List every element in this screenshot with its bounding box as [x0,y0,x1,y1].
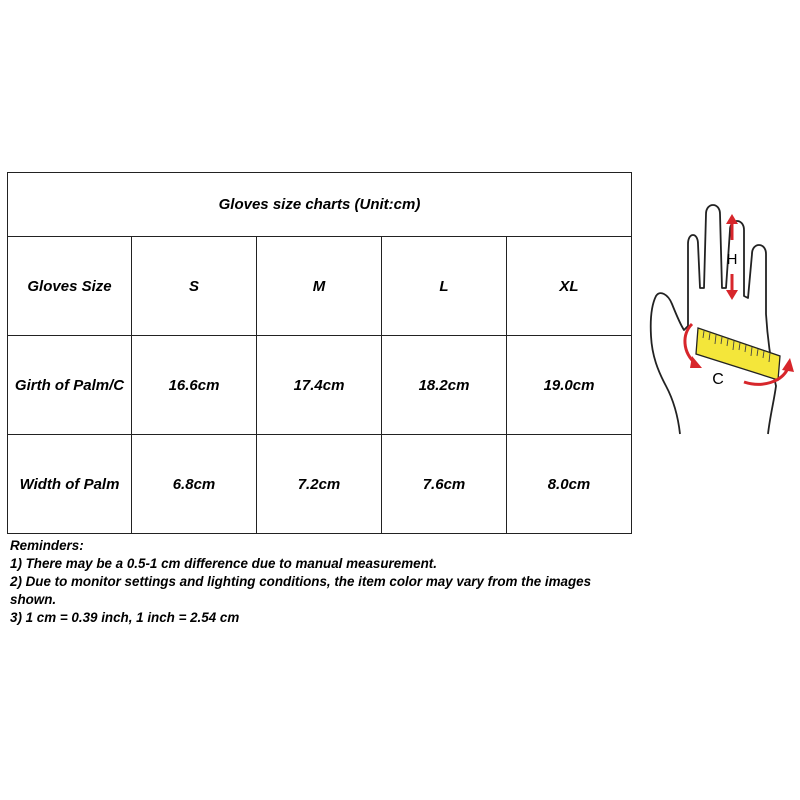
table-header-row [8,237,632,336]
size-chart-table [7,172,632,534]
table-cell: 19.0cm [507,336,632,435]
size-header: M [257,237,382,336]
height-label: H [726,251,738,268]
hand-outline-icon [651,205,776,434]
reminders-notes [10,537,630,627]
table-row [8,336,632,435]
size-header: XL [507,237,632,336]
row-label: Girth of Palm/C [8,336,132,435]
reminder-item: 2) Due to monitor settings and lighting conditions, the item color may vary from the images shown. [10,574,592,607]
reminder-item: 3) 1 cm = 0.39 inch, 1 inch = 2.54 cm [10,610,240,625]
table-cell: 7.6cm [382,435,507,534]
table-cell: 16.6cm [132,336,257,435]
table-cell: 6.8cm [132,435,257,534]
size-header: S [132,237,257,336]
table-cell: 7.2cm [257,435,382,534]
size-header: L [382,237,507,336]
hand-measurement-diagram [648,196,798,436]
girth-label: C [712,371,724,388]
row-label: Width of Palm [8,435,132,534]
girth-arrowhead-icon [782,358,794,372]
reminder-item: 1) There may be a 0.5-1 cm difference due to manual measurement. [10,556,437,571]
table-title-row [8,173,632,237]
table-row [8,435,632,534]
header-label: Gloves Size [8,237,132,336]
table-cell: 17.4cm [257,336,382,435]
reminders-heading: Reminders: [10,538,84,553]
table-title: Gloves size charts (Unit:cm) [8,173,632,237]
table-cell: 18.2cm [382,336,507,435]
table-cell: 8.0cm [507,435,632,534]
